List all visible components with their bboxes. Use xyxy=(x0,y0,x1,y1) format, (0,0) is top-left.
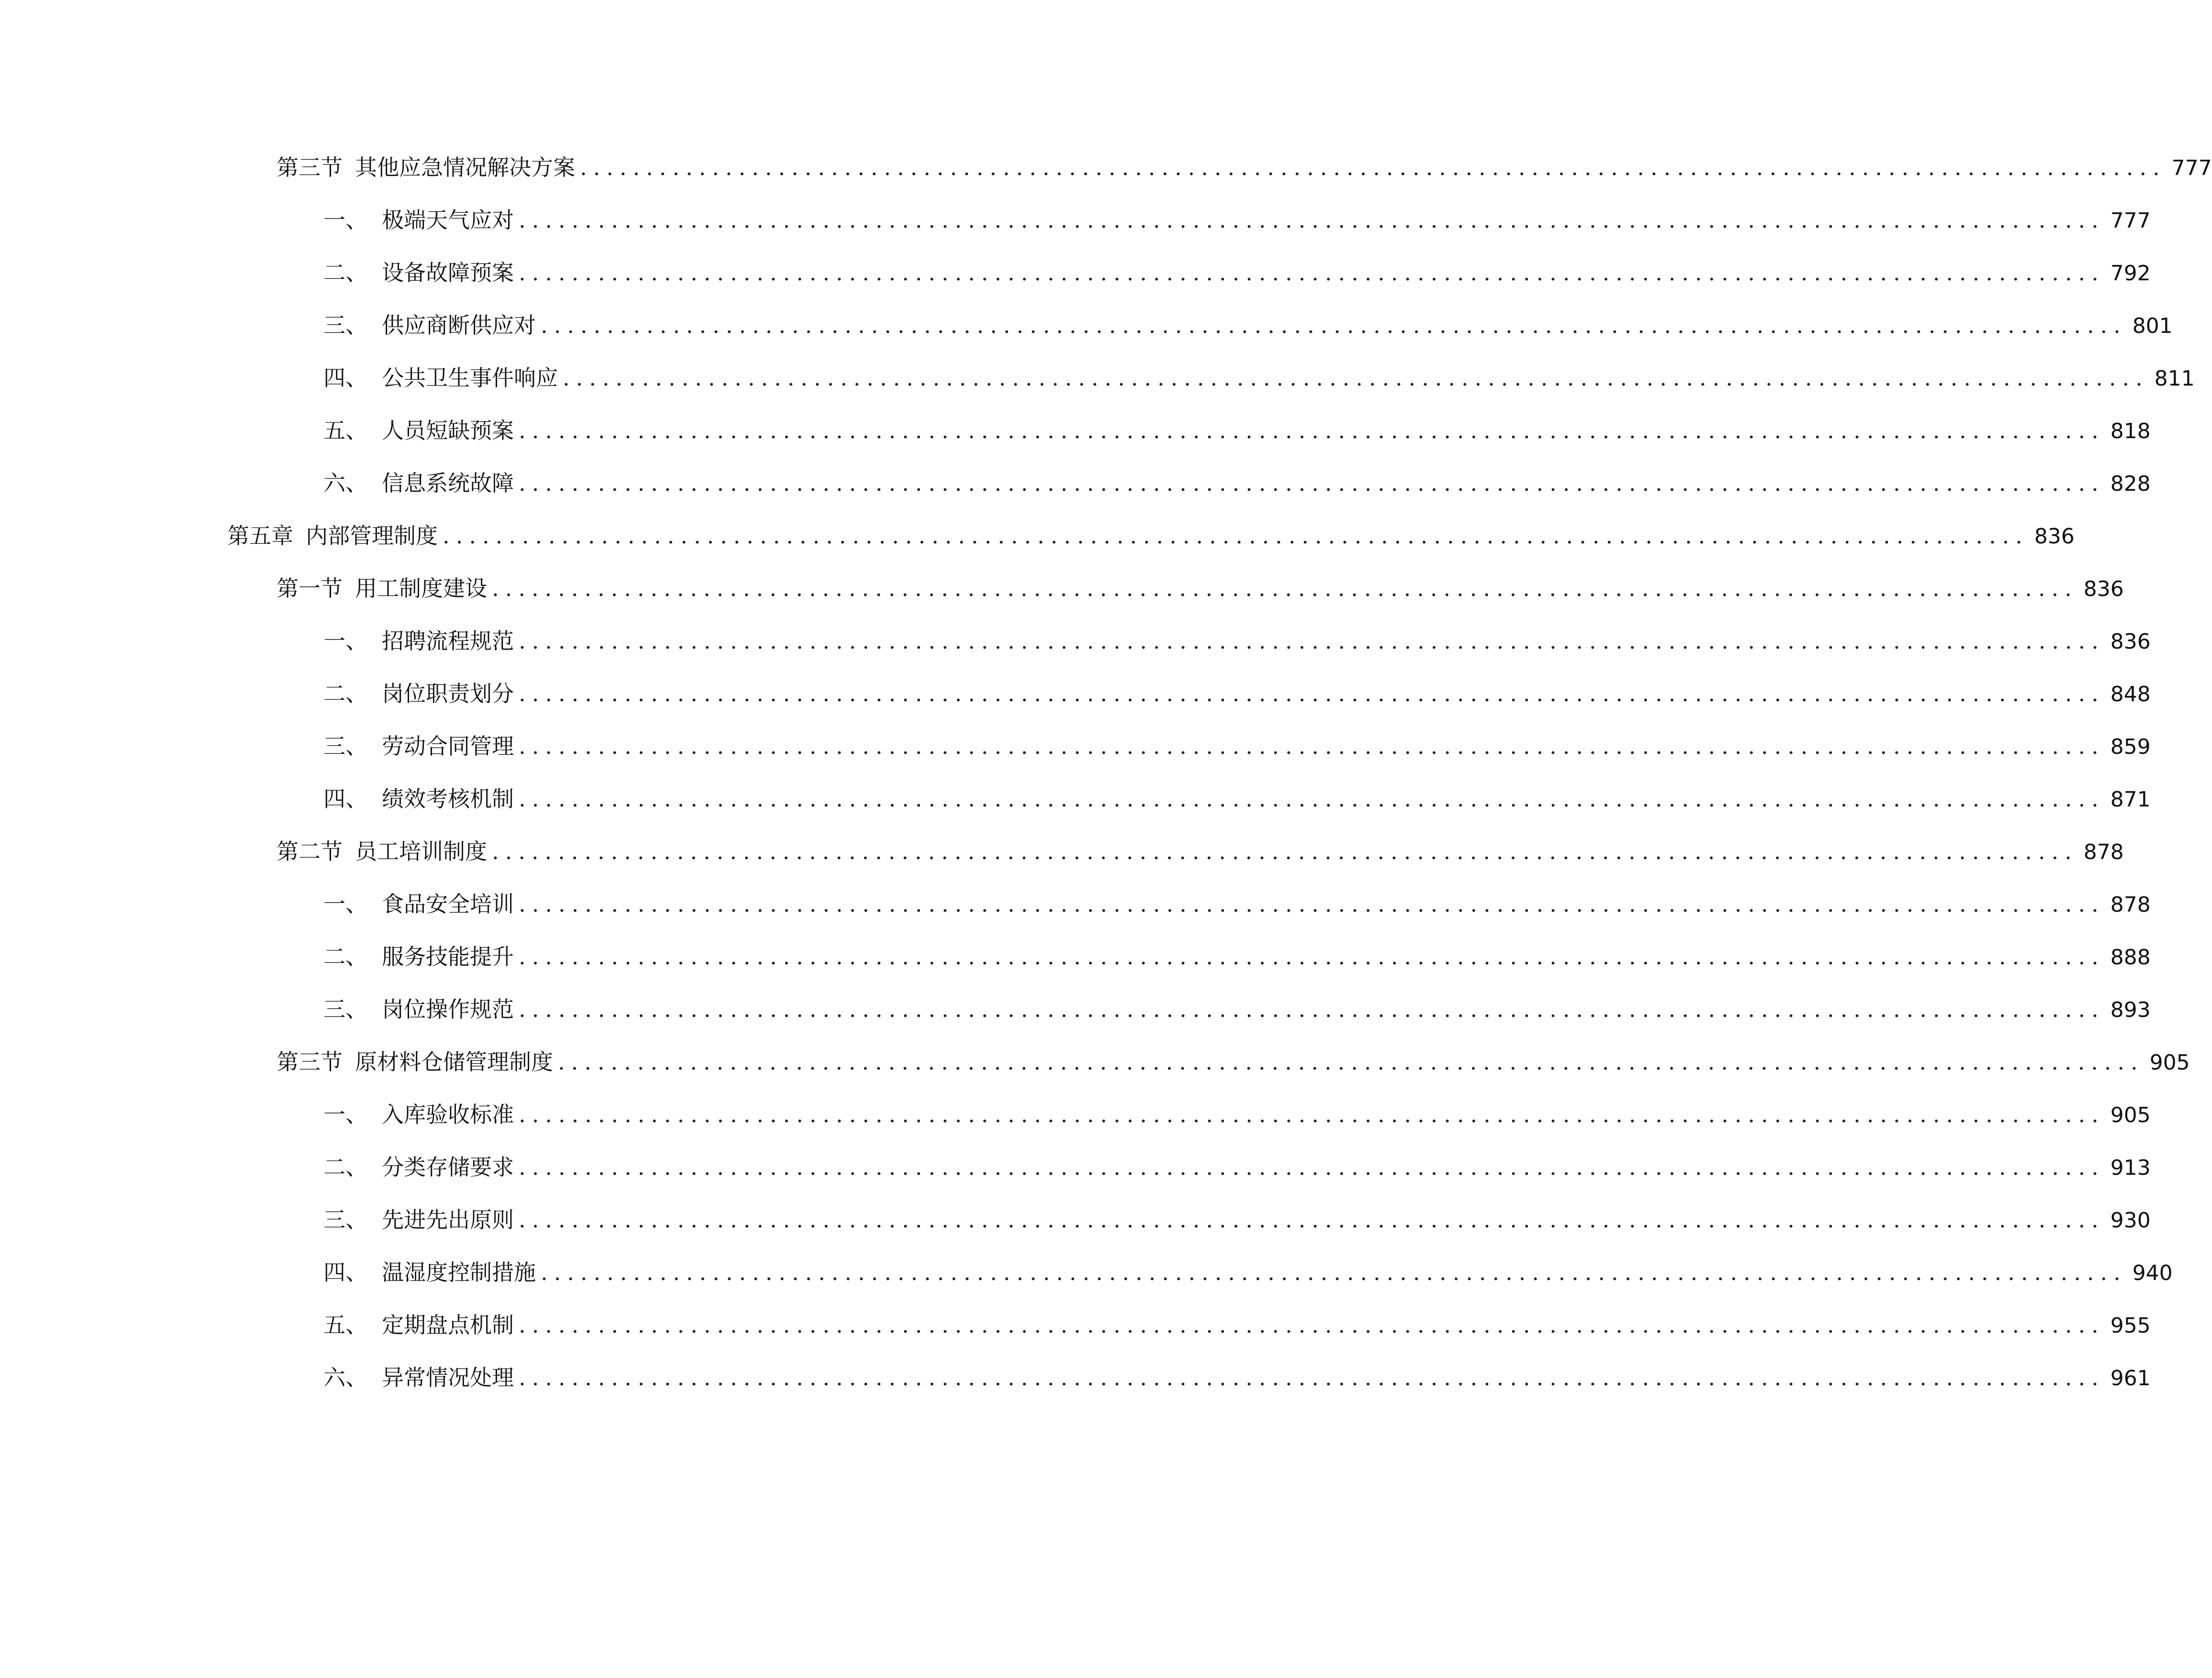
dot-leader: ........................................................................................................................ xyxy=(541,312,2127,338)
toc-entry-page-number: 905 xyxy=(2110,1103,2151,1127)
toc-entry-number: 三、 xyxy=(323,996,367,1022)
toc-entry-title: 供应商断供应对 xyxy=(382,312,536,338)
toc-entry-title: 公共卫生事件响应 xyxy=(382,365,558,391)
toc-entry-title: 服务技能提升 xyxy=(382,944,514,970)
toc-entry-page-number: 811 xyxy=(2154,366,2195,391)
toc-entry-title: 定期盘点机制 xyxy=(382,1312,514,1338)
toc-entry-number: 三、 xyxy=(323,1207,367,1233)
toc-entry[interactable] xyxy=(323,1253,2173,1292)
dot-leader: ........................................................................................................................ xyxy=(519,786,2105,812)
toc-entry-number: 一、 xyxy=(323,628,367,654)
toc-entry[interactable] xyxy=(323,1148,2151,1186)
toc-entry-title: 岗位操作规范 xyxy=(382,996,514,1022)
toc-entry[interactable] xyxy=(323,727,2151,765)
toc-entry[interactable] xyxy=(323,622,2151,660)
toc-entry[interactable] xyxy=(323,885,2151,923)
toc-entry[interactable] xyxy=(323,201,2151,239)
toc-entry-title: 人员短缺预案 xyxy=(382,418,514,443)
toc-entry-page-number: 801 xyxy=(2132,314,2173,338)
toc-entry-number: 四、 xyxy=(323,1259,367,1285)
dot-leader: ........................................................................................................................ xyxy=(519,1365,2105,1391)
toc-entry-number: 二、 xyxy=(323,681,367,707)
toc-entry[interactable] xyxy=(277,569,2124,607)
toc-entry-page-number: 893 xyxy=(2110,998,2151,1022)
toc-entry-page-number: 777 xyxy=(2110,209,2151,233)
dot-leader: ........................................................................................................................ xyxy=(519,1102,2105,1127)
toc-entry-title: 极端天气应对 xyxy=(382,207,514,233)
toc-entry-page-number: 871 xyxy=(2110,787,2151,812)
toc-entry-page-number: 913 xyxy=(2110,1156,2151,1180)
toc-entry[interactable] xyxy=(277,148,2212,187)
toc-entry-title: 岗位职责划分 xyxy=(382,681,514,707)
dot-leader: ........................................................................................................................ xyxy=(519,681,2105,707)
toc-entry-page-number: 905 xyxy=(2149,1050,2190,1075)
toc-entry-number: 三、 xyxy=(323,733,367,759)
toc-entry[interactable] xyxy=(323,411,2151,450)
dot-leader: ........................................................................................................................ xyxy=(519,260,2105,286)
toc-entry[interactable] xyxy=(323,674,2151,713)
toc-entry-title: 分类存储要求 xyxy=(382,1154,514,1180)
toc-entry-number: 四、 xyxy=(323,786,367,812)
toc-entry-number: 一、 xyxy=(323,207,367,233)
dot-leader: ........................................................................................................................ xyxy=(519,733,2105,759)
toc-entry[interactable] xyxy=(323,780,2151,818)
toc-entry-title: 设备故障预案 xyxy=(382,260,514,286)
toc-entry-page-number: 930 xyxy=(2110,1208,2151,1233)
toc-entry[interactable] xyxy=(323,1306,2151,1344)
dot-leader: ........................................................................................................................ xyxy=(519,891,2105,917)
dot-leader: ........................................................................................................................ xyxy=(558,1049,2144,1075)
toc-entry-number: 五、 xyxy=(323,1312,367,1338)
toc-entry-page-number: 848 xyxy=(2110,682,2151,707)
toc-entry-title: 入库验收标准 xyxy=(382,1102,514,1127)
toc-entry-page-number: 836 xyxy=(2034,524,2075,549)
toc-entry[interactable] xyxy=(323,990,2151,1028)
toc-entry-page-number: 961 xyxy=(2110,1366,2151,1391)
toc-entry-number: 第五章 xyxy=(227,523,293,549)
toc-entry[interactable] xyxy=(323,1201,2151,1239)
toc-entry-number: 第一节 xyxy=(277,575,343,601)
toc-entry-number: 三、 xyxy=(323,312,367,338)
toc-entry-page-number: 836 xyxy=(2110,629,2151,654)
toc-entry[interactable] xyxy=(323,938,2151,976)
toc-entry-title: 劳动合同管理 xyxy=(382,733,514,759)
toc-entry[interactable] xyxy=(227,517,2075,555)
toc-entry[interactable] xyxy=(323,359,2195,397)
toc-entry[interactable] xyxy=(323,1095,2151,1134)
toc-entry-page-number: 878 xyxy=(2110,893,2151,917)
dot-leader: ........................................................................................................................ xyxy=(519,996,2105,1022)
toc-entry[interactable] xyxy=(277,832,2124,871)
dot-leader: ........................................................................................................................ xyxy=(541,1259,2127,1285)
dot-leader: ........................................................................................................................ xyxy=(519,1154,2105,1180)
toc-entry-title: 内部管理制度 xyxy=(306,523,438,549)
toc-entry-title: 原材料仓储管理制度 xyxy=(355,1049,553,1075)
toc-entry[interactable] xyxy=(323,254,2151,292)
toc-entry-page-number: 792 xyxy=(2110,261,2151,286)
dot-leader: ........................................................................................................................ xyxy=(492,575,2078,601)
toc-entry-number: 二、 xyxy=(323,1154,367,1180)
toc-entry-number: 六、 xyxy=(323,1365,367,1391)
toc-entry-page-number: 828 xyxy=(2110,472,2151,496)
toc-entry-title: 温湿度控制措施 xyxy=(382,1259,536,1285)
toc-entry-number: 二、 xyxy=(323,944,367,970)
toc-entry-title: 其他应急情况解决方案 xyxy=(355,155,575,180)
toc-entry-page-number: 940 xyxy=(2132,1261,2173,1285)
toc-entry-number: 第二节 xyxy=(277,839,343,864)
dot-leader: ........................................................................................................................ xyxy=(519,470,2105,496)
dot-leader: ........................................................................................................................ xyxy=(492,839,2078,864)
toc-entry-number: 第三节 xyxy=(277,155,343,180)
toc-entry-number: 四、 xyxy=(323,365,367,391)
toc-entry-number: 六、 xyxy=(323,470,367,496)
toc-entry-number: 一、 xyxy=(323,1102,367,1127)
toc-entry-title: 绩效考核机制 xyxy=(382,786,514,812)
toc-entry-number: 第三节 xyxy=(277,1049,343,1075)
toc-entry-page-number: 955 xyxy=(2110,1314,2151,1338)
toc-entry-page-number: 818 xyxy=(2110,419,2151,443)
dot-leader: ........................................................................................................................ xyxy=(563,365,2149,391)
dot-leader: ........................................................................................................................ xyxy=(519,207,2105,233)
toc-entry-page-number: 878 xyxy=(2083,840,2124,864)
toc-entry-title: 信息系统故障 xyxy=(382,470,514,496)
toc-entry-title: 先进先出原则 xyxy=(382,1207,514,1233)
dot-leader: ........................................................................................................................ xyxy=(519,1207,2105,1233)
toc-entry-page-number: 859 xyxy=(2110,735,2151,759)
toc-entry-title: 食品安全培训 xyxy=(382,891,514,917)
toc-entry-page-number: 836 xyxy=(2083,577,2124,601)
toc-entry-title: 员工培训制度 xyxy=(355,839,487,864)
toc-entry[interactable] xyxy=(277,1043,2190,1081)
toc-entry[interactable] xyxy=(323,306,2173,344)
toc-entry[interactable] xyxy=(323,1358,2151,1397)
toc-entry-page-number: 777 xyxy=(2171,156,2212,180)
toc-entry-number: 五、 xyxy=(323,418,367,443)
dot-leader: ........................................................................................................................ xyxy=(519,1312,2105,1338)
dot-leader: ........................................................................................................................ xyxy=(580,155,2166,180)
toc-entry-page-number: 888 xyxy=(2110,945,2151,970)
dot-leader: ........................................................................................................................ xyxy=(519,944,2105,970)
toc-entry-title: 招聘流程规范 xyxy=(382,628,514,654)
toc-entry[interactable] xyxy=(323,464,2151,502)
dot-leader: ........................................................................................................................ xyxy=(519,418,2105,443)
toc-entry-title: 用工制度建设 xyxy=(355,575,487,601)
toc-entry-number: 二、 xyxy=(323,260,367,286)
dot-leader: ........................................................................................................................ xyxy=(519,628,2105,654)
dot-leader: ........................................................................................................................ xyxy=(443,523,2029,549)
toc-entry-title: 异常情况处理 xyxy=(382,1365,514,1391)
toc-entry-number: 一、 xyxy=(323,891,367,917)
